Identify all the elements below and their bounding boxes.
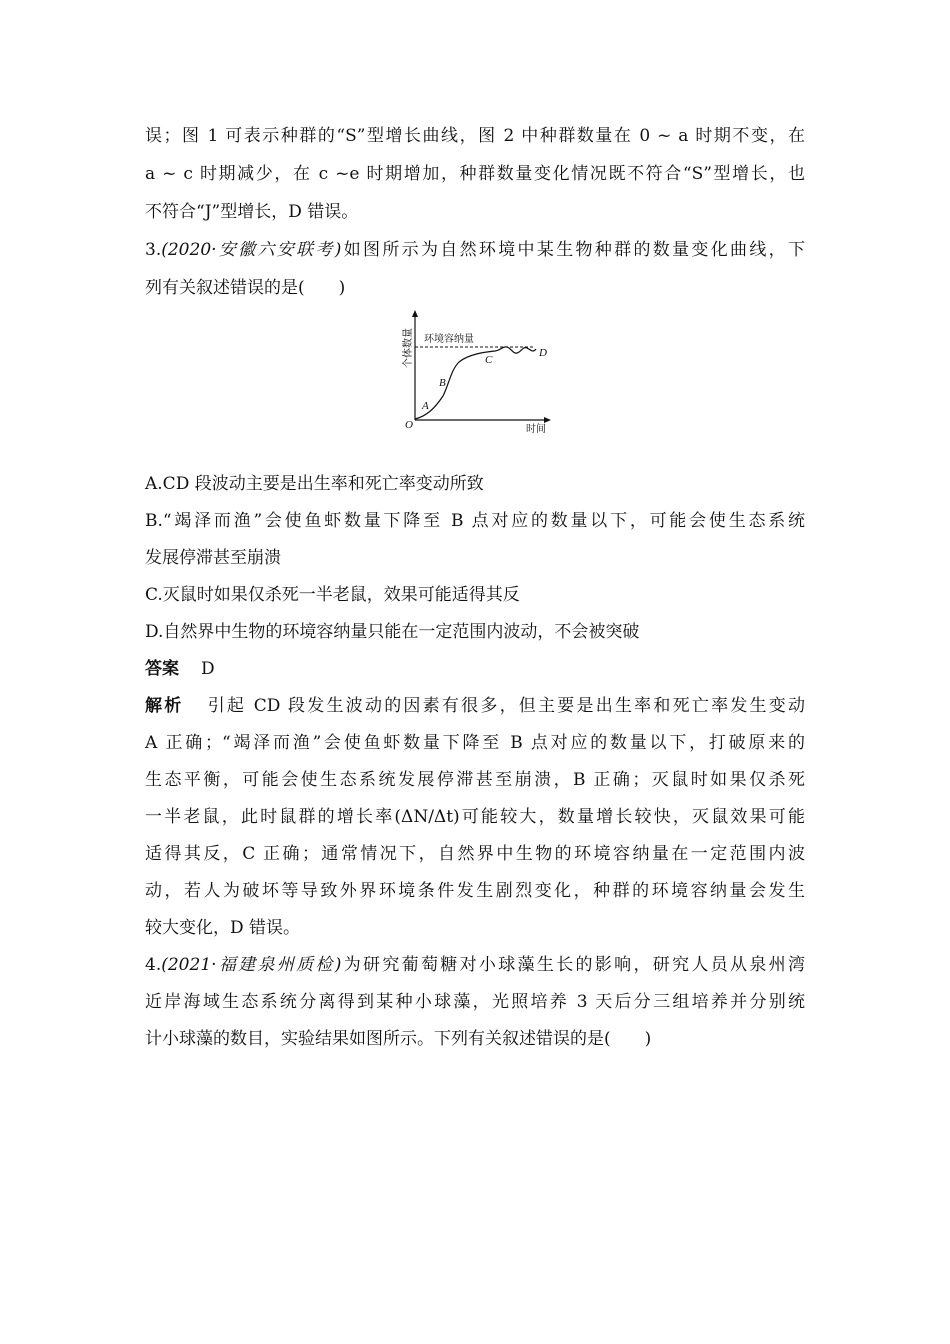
origin-label: O — [405, 419, 413, 431]
q4-stem-line-2: 近岸海域生态系统分离得到某种小球藻，光照培养 3 天后分三组培养并分别统 — [145, 992, 805, 1012]
q3-analysis-line-5: 适得其反，C 正确；通常情况下，自然界中生物的环境容纳量在一定范围内波 — [145, 844, 805, 864]
point-b-label: B — [439, 377, 446, 389]
q3-option-b: B.“竭泽而渔”会使鱼虾数量下降至 B 点对应的数量以下，可能会使生态系统 — [145, 511, 805, 531]
q3-analysis-line-7: 较大变化，D 错误。 — [145, 918, 301, 938]
population-curve-svg — [395, 308, 560, 438]
point-d-label: D — [539, 347, 547, 359]
x-axis-label: 时间 — [526, 424, 546, 435]
population-curve — [415, 347, 536, 419]
q4-source: (2021·福建泉州质检) — [161, 955, 342, 975]
q3-stem-line-2: 列有关叙述错误的是( ) — [145, 278, 346, 298]
y-axis-arrow — [412, 310, 418, 317]
prev-line-1: 误；图 1 可表示种群的“S”型增长曲线，图 2 中种群数量在 0 ~ a 时期不变，在 — [145, 126, 805, 146]
q3-analysis-line-1 — [145, 694, 805, 718]
q4-stem-text-1: 为研究葡萄糖对小球藻生长的影响，研究人员从泉州湾 — [341, 955, 805, 975]
q3-analysis-line-2: A 正确；“竭泽而渔”会使鱼虾数量下降至 B 点对应的数量以下，打破原来的 — [145, 733, 805, 753]
answer-label: 答案 — [145, 659, 179, 679]
q3-option-a: A.CD 段波动主要是出生率和死亡率变动所致 — [145, 474, 484, 494]
q3-stem-text-1: 如图所示为自然环境中某生物种群的数量变化曲线，下 — [341, 240, 805, 260]
q4-number: 4. — [145, 955, 162, 975]
q4-stem-line-1 — [145, 953, 805, 977]
point-c-label: C — [485, 354, 493, 366]
q3-analysis-line-6: 动，若人为破坏等导致外界环境条件发生剧烈变化，种群的环境容纳量会发生 — [145, 881, 805, 901]
q3-source: (2020·安徽六安联考) — [161, 240, 342, 260]
q3-number: 3. — [145, 240, 162, 260]
capacity-label: 环境容纳量 — [424, 334, 474, 345]
q3-stem-line-1 — [145, 238, 805, 262]
point-a-label: A — [422, 400, 429, 412]
population-curve-figure — [395, 308, 560, 438]
q3-option-d: D.自然界中生物的环境容纳量只能在一定范围内波动，不会被突破 — [145, 622, 640, 642]
q3-answer — [145, 657, 215, 681]
y-axis-label: 个体数量 — [403, 328, 414, 368]
q3-option-b-cont: 发展停滞甚至崩溃 — [145, 548, 281, 568]
prev-line-3: 不符合“J”型增长，D 错误。 — [145, 202, 359, 222]
analysis-text-1: 引起 CD 段发生波动的因素有很多，但主要是出生率和死亡率发生变动 — [205, 696, 806, 716]
prev-line-2: a ~ c 时期减少，在 c ~e 时期增加，种群数量变化情况既不符合“S”型增长，也 — [145, 164, 805, 184]
q3-option-c: C.灭鼠时如果仅杀死一半老鼠，效果可能适得其反 — [145, 585, 520, 605]
answer-value: D — [201, 659, 215, 679]
q4-stem-line-3: 计小球藻的数目，实验结果如图所示。下列有关叙述错误的是( ) — [145, 1029, 652, 1049]
analysis-label: 解析 — [145, 696, 184, 716]
q3-analysis-line-4: 一半老鼠，此时鼠群的增长率(ΔN/Δt)可能较大，数量增长较快，灭鼠效果可能 — [145, 807, 805, 827]
x-axis-arrow — [544, 417, 551, 423]
q3-analysis-line-3: 生态平衡，可能会使生态系统发展停滞甚至崩溃，B 正确；灭鼠时如果仅杀死 — [145, 770, 805, 790]
